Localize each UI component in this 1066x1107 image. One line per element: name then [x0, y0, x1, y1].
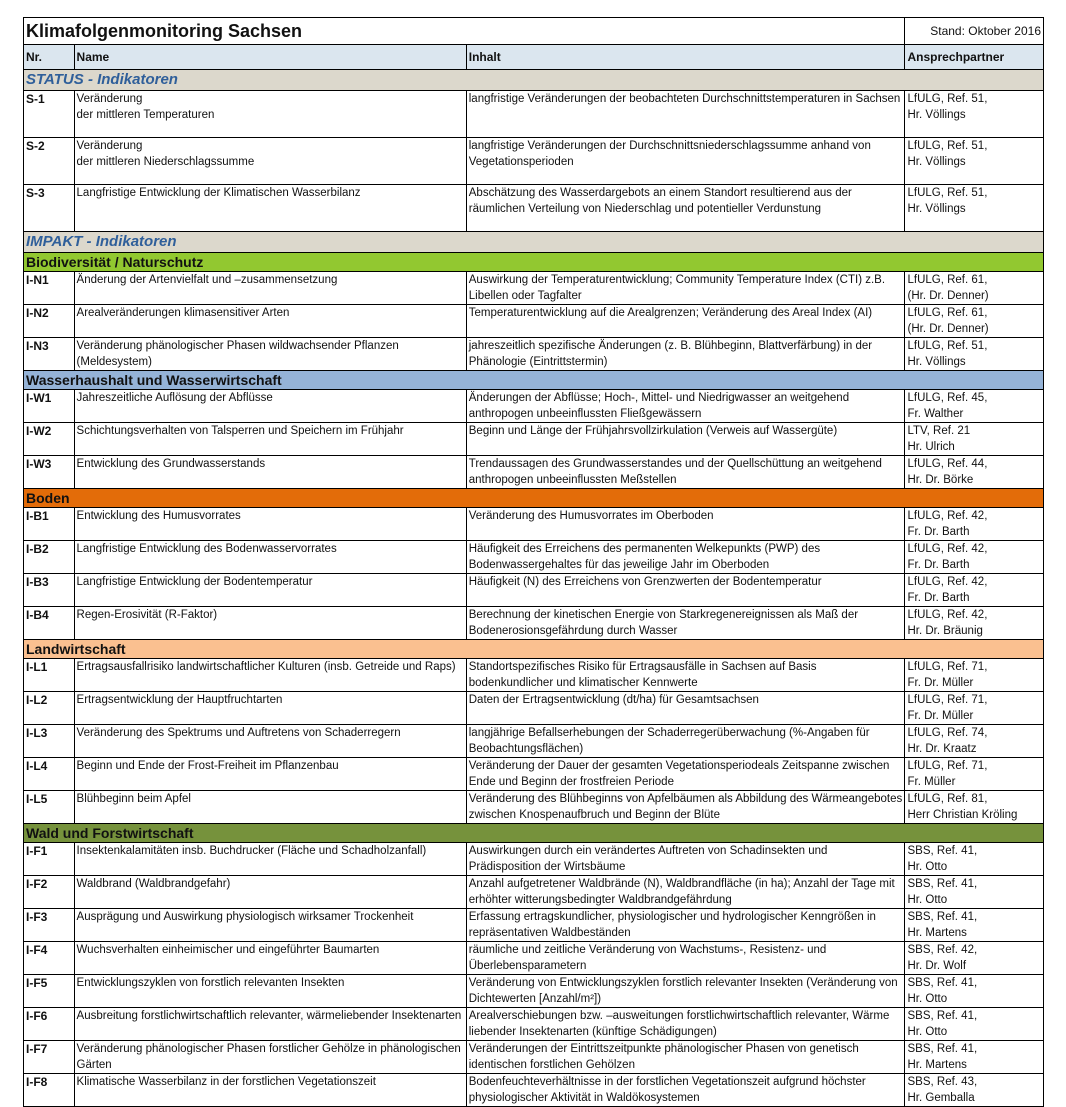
header-name: Name: [74, 45, 466, 70]
indicator-name: Langfristige Entwicklung der Klimatischen Wasserbilanz: [74, 185, 466, 232]
header-nr: Nr.: [24, 45, 75, 70]
indicator-name: Blühbeginn beim Apfel: [74, 791, 466, 824]
indicator-inhalt: Häufigkeit des Erreichens des permanenten Welkepunkts (PWP) des Bodenwassergehaltes für das jeweilige Jahr im Oberboden: [466, 541, 905, 574]
indicator-nr: S-3: [24, 185, 75, 232]
indicator-ansprechpartner: SBS, Ref. 41, Hr. Martens: [905, 1041, 1044, 1074]
indicator-inhalt: Standortspezifisches Risiko für Ertragsausfälle in Sachsen auf Basis bodenkundlicher und klimatischer Kennwerte: [466, 659, 905, 692]
indicator-ansprechpartner: LfULG, Ref. 51, Hr. Völlings: [905, 185, 1044, 232]
indicator-row: [24, 975, 1044, 1008]
indicator-ansprechpartner: LfULG, Ref. 71, Fr. Müller: [905, 758, 1044, 791]
indicator-inhalt: Häufigkeit (N) des Erreichens von Grenzwerten der Bodentemperatur: [466, 574, 905, 607]
indicator-row: [24, 909, 1044, 942]
indicator-nr: I-F3: [24, 909, 75, 942]
indicator-nr: S-2: [24, 138, 75, 185]
indicator-nr: I-B1: [24, 508, 75, 541]
indicator-nr: I-W1: [24, 390, 75, 423]
indicator-nr: I-W2: [24, 423, 75, 456]
indicator-nr: I-B4: [24, 607, 75, 640]
indicator-inhalt: Veränderung der Dauer der gesamten Vegetationsperiodeals Zeitspanne zwischen Ende und Beginn der frostfreien Periode: [466, 758, 905, 791]
indicator-name: Veränderung der mittleren Temperaturen: [74, 91, 466, 138]
indicator-ansprechpartner: LfULG, Ref. 61, (Hr. Dr. Denner): [905, 272, 1044, 305]
indicator-row: [24, 876, 1044, 909]
indicator-inhalt: jahreszeitlich spezifische Änderungen (z. B. Blühbeginn, Blattverfärbung) in der Phänologie (Eintrittstermin): [466, 338, 905, 371]
indicator-name: Arealveränderungen klimasensitiver Arten: [74, 305, 466, 338]
indicator-row: [24, 91, 1044, 138]
indicator-ansprechpartner: LfULG, Ref. 51, Hr. Völlings: [905, 91, 1044, 138]
indicator-name: Entwicklung des Humusvorrates: [74, 508, 466, 541]
indicator-inhalt: langfristige Veränderungen der Durchschnittsniederschlagssumme anhand von Vegetationsperioden: [466, 138, 905, 185]
indicator-nr: I-F1: [24, 843, 75, 876]
indicator-name: Ausbreitung forstlichwirtschaftlich relevanter, wärmeliebender Insektenarten: [74, 1008, 466, 1041]
indicator-inhalt: Anzahl aufgetretener Waldbrände (N), Waldbrandfläche (in ha); Anzahl der Tage mit erhöhter witterungsbedingter Waldbrandgefährdung: [466, 876, 905, 909]
indicator-ansprechpartner: LfULG, Ref. 61, (Hr. Dr. Denner): [905, 305, 1044, 338]
indicator-nr: I-N3: [24, 338, 75, 371]
indicator-ansprechpartner: SBS, Ref. 41, Hr. Otto: [905, 876, 1044, 909]
indicator-table: [23, 17, 1044, 1107]
stand-date: Stand: Oktober 2016: [905, 18, 1044, 45]
indicator-row: [24, 692, 1044, 725]
indicator-row: [24, 338, 1044, 371]
indicator-row: [24, 791, 1044, 824]
indicator-nr: I-L5: [24, 791, 75, 824]
indicator-inhalt: räumliche und zeitliche Veränderung von Wachstums-, Resistenz- und Überlebensparametern: [466, 942, 905, 975]
indicator-name: Wuchsverhalten einheimischer und eingeführter Baumarten: [74, 942, 466, 975]
indicator-row: [24, 390, 1044, 423]
indicator-ansprechpartner: SBS, Ref. 41, Hr. Martens: [905, 909, 1044, 942]
section-label-land: Landwirtschaft: [24, 640, 1044, 659]
indicator-name: Regen-Erosivität (R-Faktor): [74, 607, 466, 640]
indicator-sheet: [23, 17, 1044, 1107]
indicator-name: Veränderung der mittleren Niederschlagssumme: [74, 138, 466, 185]
indicator-name: Klimatische Wasserbilanz in der forstlichen Vegetationszeit: [74, 1074, 466, 1107]
indicator-name: Veränderung phänologischer Phasen wildwachsender Pflanzen (Meldesystem): [74, 338, 466, 371]
indicator-inhalt: Abschätzung des Wasserdargebots an einem Standort resultierend aus der räumlichen Verteilung von Niederschlag und potentieller Verdunstung: [466, 185, 905, 232]
indicator-name: Ausprägung und Auswirkung physiologisch wirksamer Trockenheit: [74, 909, 466, 942]
indicator-name: Langfristige Entwicklung der Bodentemperatur: [74, 574, 466, 607]
indicator-name: Änderung der Artenvielfalt und –zusammensetzung: [74, 272, 466, 305]
indicator-row: [24, 305, 1044, 338]
title-row: [24, 18, 1044, 45]
indicator-inhalt: Arealverschiebungen bzw. –ausweitungen forstlichwirtschaftlich relevanter, Wärme liebender Insektenarten (künftige Schädigungen): [466, 1008, 905, 1041]
header-ansprechpartner: Ansprechpartner: [905, 45, 1044, 70]
section-label-bio-row: [24, 253, 1044, 272]
indicator-row: [24, 456, 1044, 489]
indicator-inhalt: Veränderung des Humusvorrates im Oberboden: [466, 508, 905, 541]
indicator-nr: I-L2: [24, 692, 75, 725]
indicator-inhalt: Veränderungen der Eintrittszeitpunkte phänologischer Phasen von genetisch identischen forstlichen Gehölzen: [466, 1041, 905, 1074]
indicator-row: [24, 1041, 1044, 1074]
section-label-wasser-row: [24, 371, 1044, 390]
indicator-ansprechpartner: SBS, Ref. 41, Hr. Otto: [905, 975, 1044, 1008]
indicator-row: [24, 942, 1044, 975]
indicator-nr: I-L3: [24, 725, 75, 758]
indicator-ansprechpartner: SBS, Ref. 42, Hr. Dr. Wolf: [905, 942, 1044, 975]
impakt-group-label: IMPAKT - Indikatoren: [24, 232, 1044, 253]
indicator-nr: I-F8: [24, 1074, 75, 1107]
indicator-nr: I-N1: [24, 272, 75, 305]
indicator-row: [24, 725, 1044, 758]
impakt-group-label-row: [24, 232, 1044, 253]
indicator-inhalt: Berechnung der kinetischen Energie von Starkregenereignissen als Maß der Bodenerosionsgefährdung durch Wasser: [466, 607, 905, 640]
section-label-wald-row: [24, 824, 1044, 843]
indicator-inhalt: langjährige Befallserhebungen der Schaderregerüberwachung (%-Angaben für Beobachtungsflächen): [466, 725, 905, 758]
indicator-ansprechpartner: LfULG, Ref. 42, Fr. Dr. Barth: [905, 541, 1044, 574]
indicator-inhalt: Veränderung von Entwicklungszyklen forstlich relevanter Insekten (Veränderung von Dichtewerten [Anzahl/m²]): [466, 975, 905, 1008]
indicator-ansprechpartner: LfULG, Ref. 42, Fr. Dr. Barth: [905, 508, 1044, 541]
indicator-name: Langfristige Entwicklung des Bodenwasservorrates: [74, 541, 466, 574]
indicator-row: [24, 508, 1044, 541]
indicator-ansprechpartner: LfULG, Ref. 42, Fr. Dr. Barth: [905, 574, 1044, 607]
indicator-name: Beginn und Ende der Frost-Freiheit im Pflanzenbau: [74, 758, 466, 791]
indicator-inhalt: Auswirkung der Temperaturentwicklung; Community Temperature Index (CTI) z.B. Libellen oder Tagfalter: [466, 272, 905, 305]
indicator-ansprechpartner: LfULG, Ref. 51, Hr. Völlings: [905, 138, 1044, 185]
section-label-boden: Boden: [24, 489, 1044, 508]
indicator-name: Ertragsausfallrisiko landwirtschaftlicher Kulturen (insb. Getreide und Raps): [74, 659, 466, 692]
indicator-inhalt: Änderungen der Abflüsse; Hoch-, Mittel- und Niedrigwasser an weitgehend anthropogen unbeeinflussten Fließgewässern: [466, 390, 905, 423]
indicator-inhalt: Trendaussagen des Grundwasserstandes und der Quellschüttung an weitgehend anthropogen unbeeinflussten Meßstellen: [466, 456, 905, 489]
indicator-row: [24, 541, 1044, 574]
indicator-inhalt: Temperaturentwicklung auf die Arealgrenzen; Veränderung des Areal Index (AI): [466, 305, 905, 338]
indicator-name: Jahreszeitliche Auflösung der Abflüsse: [74, 390, 466, 423]
indicator-nr: I-W3: [24, 456, 75, 489]
indicator-row: [24, 1008, 1044, 1041]
indicator-row: [24, 574, 1044, 607]
section-label-wasser: Wasserhaushalt und Wasserwirtschaft: [24, 371, 1044, 390]
indicator-nr: I-F4: [24, 942, 75, 975]
status-group-label: STATUS - Indikatoren: [24, 70, 1044, 91]
indicator-name: Ertragsentwicklung der Hauptfruchtarten: [74, 692, 466, 725]
indicator-row: [24, 272, 1044, 305]
indicator-nr: I-L1: [24, 659, 75, 692]
indicator-nr: I-F2: [24, 876, 75, 909]
indicator-row: [24, 758, 1044, 791]
page-title: Klimafolgenmonitoring Sachsen: [24, 18, 905, 45]
indicator-inhalt: langfristige Veränderungen der beobachteten Durchschnittstemperaturen in Sachsen: [466, 91, 905, 138]
indicator-nr: S-1: [24, 91, 75, 138]
indicator-ansprechpartner: LTV, Ref. 21 Hr. Ulrich: [905, 423, 1044, 456]
indicator-nr: I-F7: [24, 1041, 75, 1074]
indicator-inhalt: Auswirkungen durch ein verändertes Auftreten von Schadinsekten und Prädisposition der Wirtsbäume: [466, 843, 905, 876]
indicator-row: [24, 185, 1044, 232]
indicator-name: Veränderung phänologischer Phasen forstlicher Gehölze in phänologischen Gärten: [74, 1041, 466, 1074]
indicator-ansprechpartner: SBS, Ref. 41, Hr. Otto: [905, 1008, 1044, 1041]
indicator-ansprechpartner: LfULG, Ref. 44, Hr. Dr. Börke: [905, 456, 1044, 489]
indicator-name: Veränderung des Spektrums und Auftretens von Schaderregern: [74, 725, 466, 758]
indicator-ansprechpartner: LfULG, Ref. 42, Hr. Dr. Bräunig: [905, 607, 1044, 640]
indicator-ansprechpartner: LfULG, Ref. 81, Herr Christian Kröling: [905, 791, 1044, 824]
indicator-name: Schichtungsverhalten von Talsperren und Speichern im Frühjahr: [74, 423, 466, 456]
header-row: [24, 45, 1044, 70]
indicator-inhalt: Daten der Ertragsentwicklung (dt/ha) für Gesamtsachsen: [466, 692, 905, 725]
indicator-name: Entwicklungszyklen von forstlich relevanten Insekten: [74, 975, 466, 1008]
indicator-row: [24, 843, 1044, 876]
indicator-ansprechpartner: LfULG, Ref. 71, Fr. Dr. Müller: [905, 692, 1044, 725]
indicator-inhalt: Bodenfeuchteverhältnisse in der forstlichen Vegetationszeit aufgrund höchster physiologischer Aktivität in Waldökosystemen: [466, 1074, 905, 1107]
indicator-inhalt: Beginn und Länge der Frühjahrsvollzirkulation (Verweis auf Wassergüte): [466, 423, 905, 456]
indicator-nr: I-N2: [24, 305, 75, 338]
indicator-ansprechpartner: SBS, Ref. 41, Hr. Otto: [905, 843, 1044, 876]
section-label-wald: Wald und Forstwirtschaft: [24, 824, 1044, 843]
section-label-boden-row: [24, 489, 1044, 508]
status-group-row: [24, 70, 1044, 91]
indicator-row: [24, 659, 1044, 692]
indicator-inhalt: Erfassung ertragskundlicher, physiologischer und hydrologischer Kenngrößen in repräsentativen Waldbeständen: [466, 909, 905, 942]
indicator-ansprechpartner: SBS, Ref. 43, Hr. Gemballa: [905, 1074, 1044, 1107]
section-label-bio: Biodiversität / Naturschutz: [24, 253, 1044, 272]
indicator-nr: I-L4: [24, 758, 75, 791]
indicator-nr: I-B3: [24, 574, 75, 607]
indicator-name: Waldbrand (Waldbrandgefahr): [74, 876, 466, 909]
indicator-name: Insektenkalamitäten insb. Buchdrucker (Fläche und Schadholzanfall): [74, 843, 466, 876]
indicator-row: [24, 1074, 1044, 1107]
indicator-ansprechpartner: LfULG, Ref. 51, Hr. Völlings: [905, 338, 1044, 371]
indicator-nr: I-F5: [24, 975, 75, 1008]
indicator-nr: I-F6: [24, 1008, 75, 1041]
header-inhalt: Inhalt: [466, 45, 905, 70]
indicator-row: [24, 607, 1044, 640]
indicator-nr: I-B2: [24, 541, 75, 574]
indicator-ansprechpartner: LfULG, Ref. 71, Fr. Dr. Müller: [905, 659, 1044, 692]
indicator-ansprechpartner: LfULG, Ref. 74, Hr. Dr. Kraatz: [905, 725, 1044, 758]
section-label-land-row: [24, 640, 1044, 659]
indicator-row: [24, 423, 1044, 456]
indicator-row: [24, 138, 1044, 185]
indicator-ansprechpartner: LfULG, Ref. 45, Fr. Walther: [905, 390, 1044, 423]
indicator-name: Entwicklung des Grundwasserstands: [74, 456, 466, 489]
indicator-inhalt: Veränderung des Blühbeginns von Apfelbäumen als Abbildung des Wärmeangebotes zwischen Knospenaufbruch und Beginn der Blüte: [466, 791, 905, 824]
